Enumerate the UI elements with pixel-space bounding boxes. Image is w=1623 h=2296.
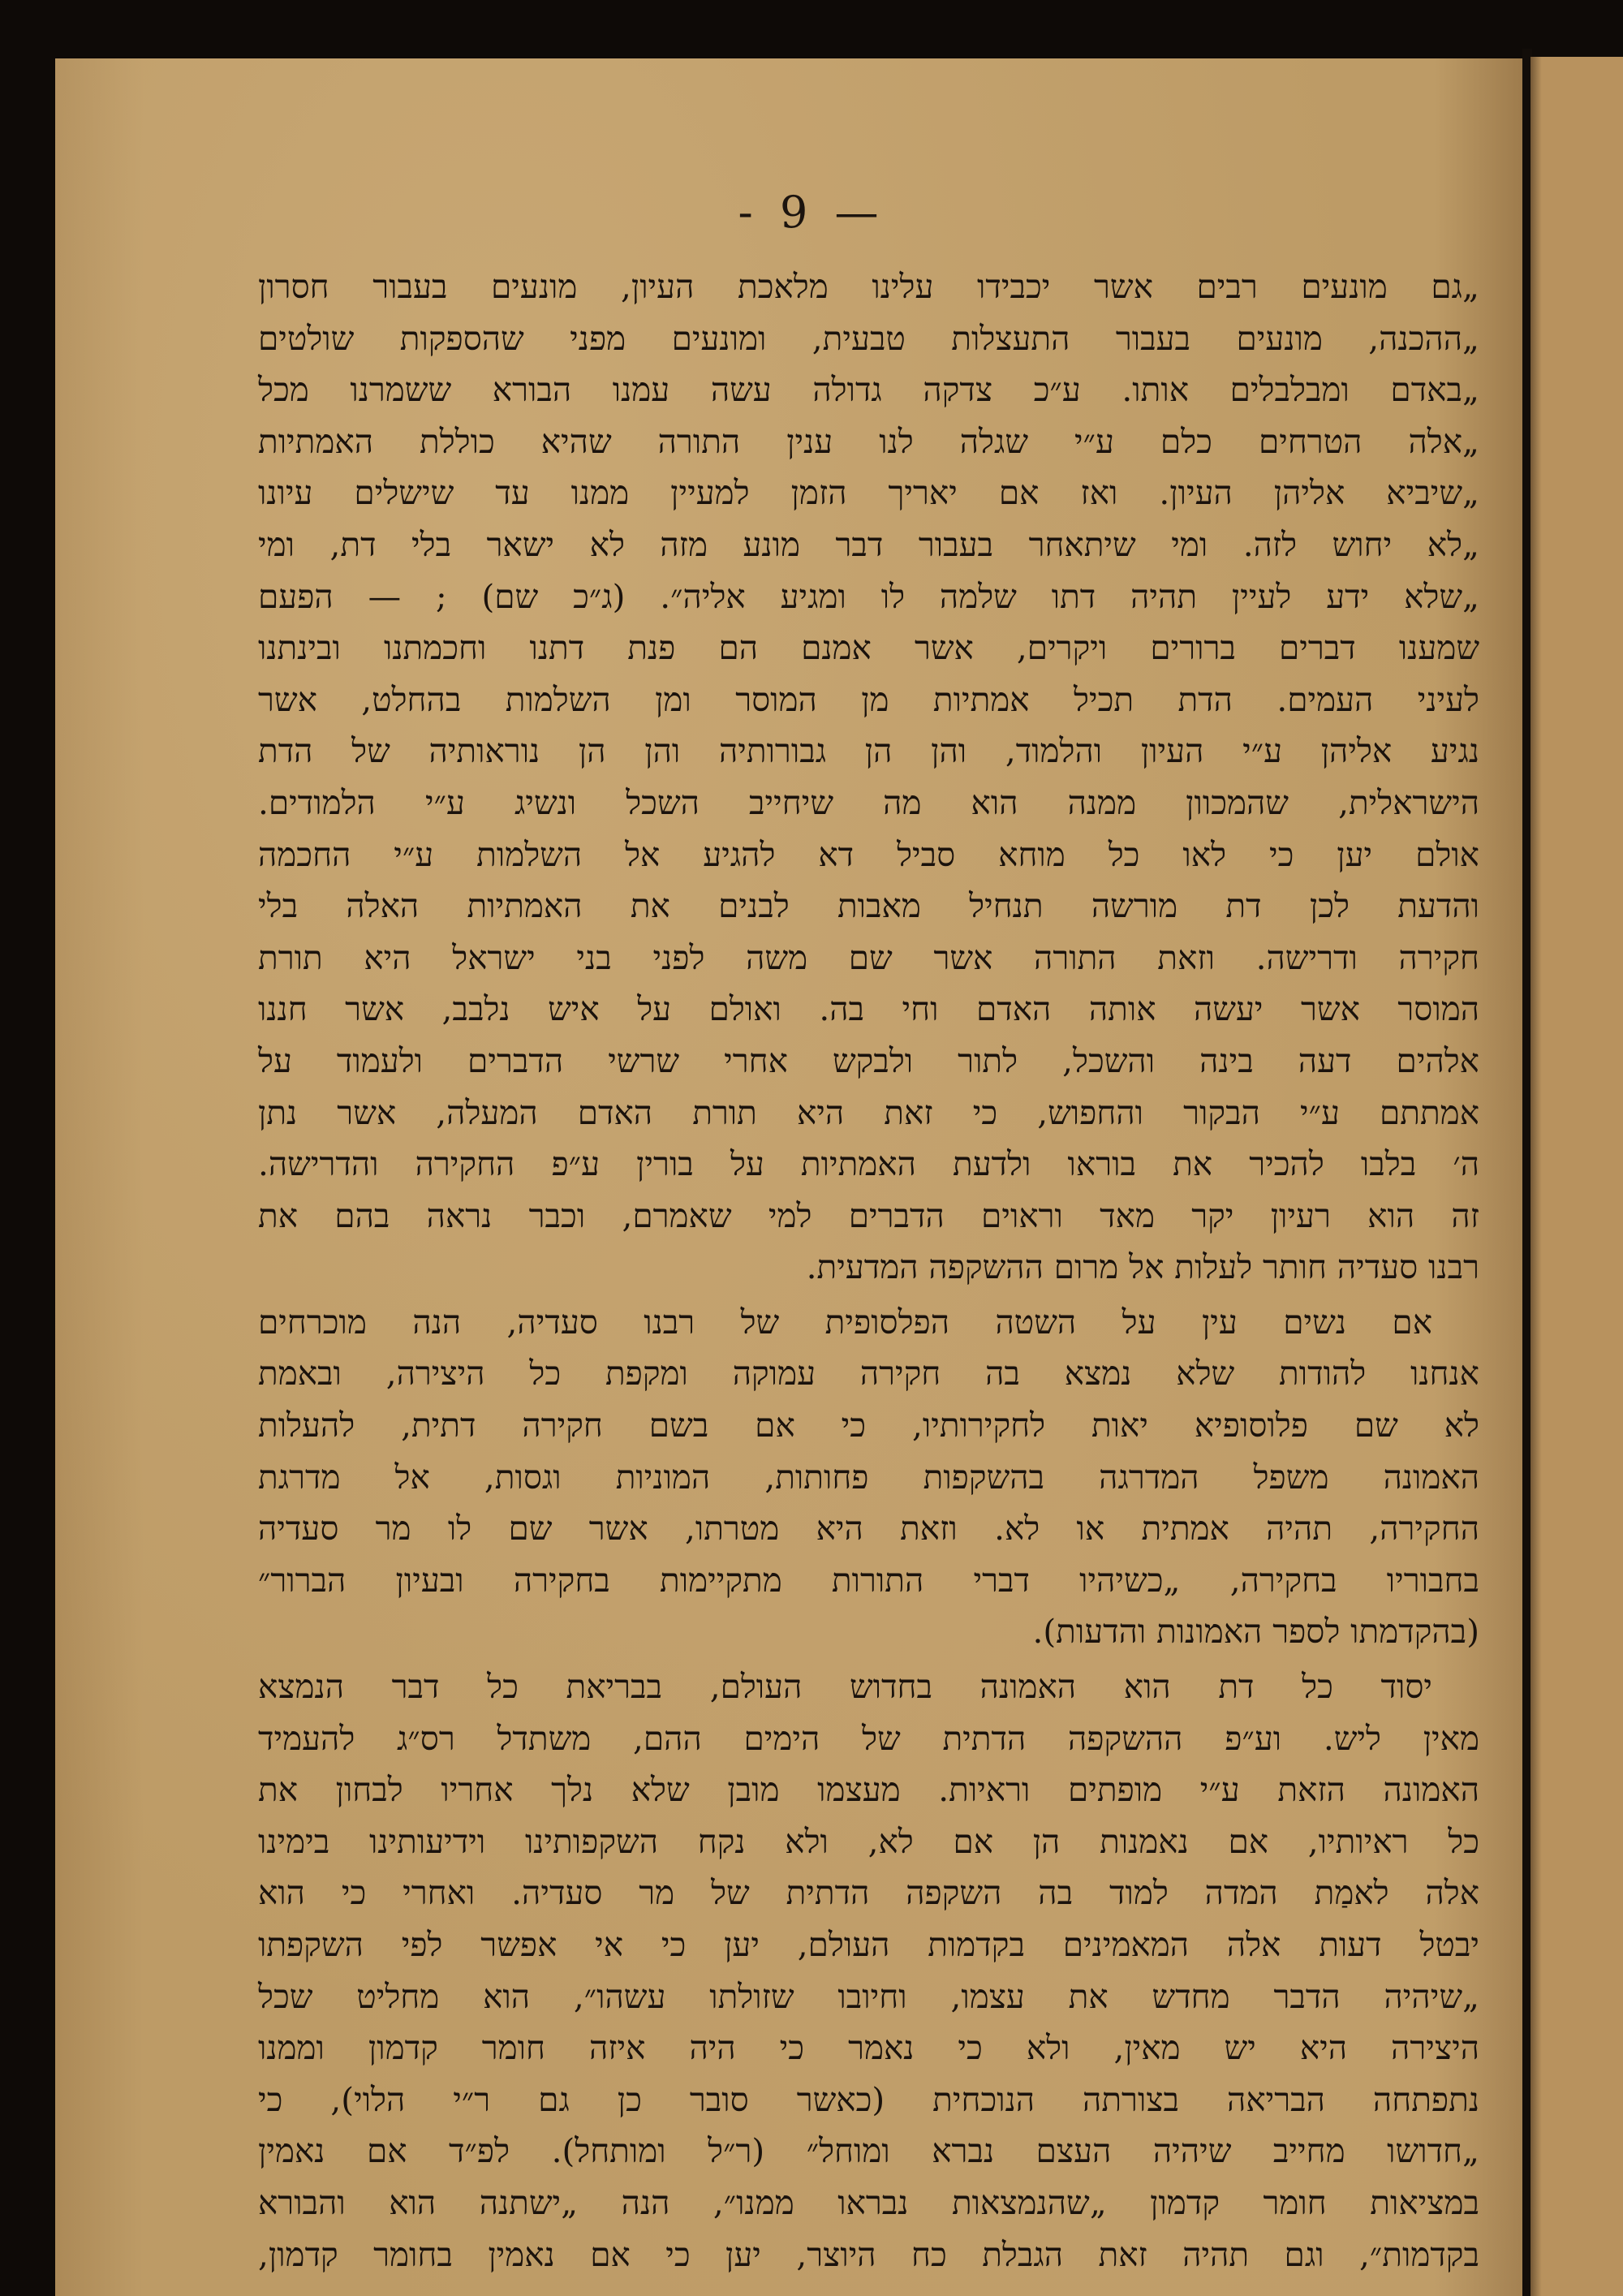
text-line: בחבוריו בחקירה, „כשיהיו דברי התורות מתקיימות בחקירה ובעיון הברור״ <box>258 1560 1479 1600</box>
text-line: מאין ליש. וע״פ ההשקפה הדתית של הימים ההם, משתדל רס״ג להעמיד <box>258 1718 1479 1758</box>
paragraph-1 <box>258 261 1479 1294</box>
paragraph-2 <box>258 1297 1479 1658</box>
text-line: אמתתם ע״י הבקור והחפוש, כי זאת היא תורת האדם המעלה, אשר נתן <box>258 1092 1479 1132</box>
text-line: היצירה היא יש מאין, ולא כי נאמר כי היה איזה חומר קדמון וממנו <box>258 2028 1479 2068</box>
text-line: החקירה, תהיה אמתית או לא. וזאת היא מטרתו, אשר שם לו מר סעדיה <box>258 1509 1479 1549</box>
text-line: האמונה הזאת ע״י מופתים וראיות. מעצמו מובן שלא נלך אחריו לבחון את <box>258 1770 1479 1810</box>
text-line: „שיהיה הדבר מחדש את עצמו, וחיובו שזולתו עשהו״, הוא מחליט שכל <box>258 1976 1479 2016</box>
text-line: לא שם פלוסופיא יאות לחקירותיו, כי אם בשם חקירה דתית, להעלות <box>258 1406 1479 1445</box>
text-line: יסוד כל דת הוא האמונה בחדוש העולם, בבריאת כל דבר הנמצא <box>258 1667 1432 1707</box>
text-line: הישראלית, שהמכוון ממנה הוא מה שיחייב השכל ונשיג ע״י הלמודים. <box>258 782 1479 822</box>
text-line: (בהקדמתו לספר האמונות והדעות). <box>1032 1612 1479 1652</box>
text-line: לעיני העמים. הדת תכיל אמתיות מן המוסר ומן השלמות בהחלט, אשר <box>258 679 1479 719</box>
text-line: בקדמות״, וגם תהיה זאת הגבלת כח היוצר, יען כי אם נאמין בחומר קדמון, <box>258 2234 1479 2274</box>
text-line: „ההכנה, מונעים בעבור התעצלות טבעית, ומונעים מפני שהספקות שולטים <box>258 318 1479 358</box>
text-line: אם נשים עין על השטה הפלסופית של רבנו סעדיה, הנה מוכרחים <box>258 1302 1432 1342</box>
text-line: „אלה הטרחים כלם ע״י שגלה לנו ענין התורה שהיא כוללת האמתיות <box>258 421 1479 461</box>
text-line: חקירה ודרישה. וזאת התורה אשר שם משה לפני בני ישראל היא תורת <box>258 937 1479 977</box>
text-line: נתפתחה הבריאה בצורתה הנוכחית (כאשר סובר כן גם ר״י הלוי), כי <box>258 2079 1479 2119</box>
text-line: „שלא ידע לעיין תהיה דתו שלמה לו ומגיע אליה״. (ג״כ שם) ; — הפעם <box>258 576 1479 616</box>
text-line: אנחנו להודות שלא נמצא בה חקירה עמוקה ומקפת כל היצירה, ובאמת <box>258 1354 1479 1394</box>
text-line: יבטל דעות אלה המאמינים בקדמות העולם, יען כי אי אפשר לפי השקפתו <box>258 1925 1479 1964</box>
adjacent-page-edge <box>1530 57 1623 2296</box>
text-line: שמענו דברים ברורים ויקרים, אשר אמנם הם פנת דתנו וחכמתנו ובינתנו <box>258 628 1479 668</box>
text-line: ה׳ בלבו להכיר את בוראו ולדעת האמתיות על בורין ע״פ החקירה והדרישה. <box>258 1144 1479 1184</box>
text-line: המוסר אשר יעשה אותה האדם וחי בה. ואולם על איש נלבב, אשר חננו <box>258 989 1479 1029</box>
text-line: „חדושו מחייב שיהיה העצם נברא ומוחל״ (ר״ל ומותחל). לפ״ד אם נאמין <box>258 2131 1479 2171</box>
body-text <box>258 261 1479 2281</box>
text-line: „גם מונעים רבים אשר יכבידו עלינו מלאכת העיון, מונעים בעבור חסרון <box>258 267 1479 306</box>
page-number: - 9 — <box>738 187 885 238</box>
text-line: אלה לאמַת המדה למוד בה השקפה הדתית של מר סעדיה. ואחרי כי הוא <box>258 1873 1479 1913</box>
text-line: אולם יען כי לאו כל מוחא סביל דא להגיע אל השלמות ע״י החכמה <box>258 834 1479 874</box>
paragraph-3 <box>258 1661 1479 2281</box>
text-line: זה הוא רעיון יקר מאד וראוים הדברים למי שאמרם, וכבר נראה בהם את <box>258 1195 1479 1235</box>
text-line: כל ראיותיו, אם נאמנות הן אם לא, ולא נקח השקפותינו וידיעותינו בימינו <box>258 1821 1479 1861</box>
text-line: והדעת לכן דת מורשה תנחיל מאבות לבנים את האמתיות האלה בלי <box>258 886 1479 926</box>
text-line: נגיע אליהן ע״י העיון והלמוד, והן הן גבורותיה והן הן נוראותיה של הדת <box>258 731 1479 771</box>
text-line: „לא יחוש לזה. ומי שיתאחר בעבור דבר מונע מזה לא ישאר בלי דת, ומי <box>258 524 1479 564</box>
text-line: במציאות חומר קדמון „שהנמצאות נבראו ממנו״, הנה „ישתנה הוא והבורא <box>258 2182 1479 2222</box>
text-line: „שיביא אליהן העיון. ואז אם יאריך הזמן למעיין ממנו עד שישלים עיונו <box>258 473 1479 513</box>
text-line: „באדם ומבלבלים אותו. ע״כ צדקה גדולה עשה עמנו הבורא ששמרנו מכל <box>258 370 1479 410</box>
text-line: האמונה משפל המדרגה בהשקפות פחותות, המוניות וגסות, אל מדרגת <box>258 1457 1479 1497</box>
text-line: רבנו סעדיה חותר לעלות אל מרום ההשקפה המדעית. <box>806 1247 1479 1287</box>
text-line: אלהים דעה בינה והשכל, לתור ולבקש אחרי שרשי הדברים ולעמוד על <box>258 1040 1479 1080</box>
